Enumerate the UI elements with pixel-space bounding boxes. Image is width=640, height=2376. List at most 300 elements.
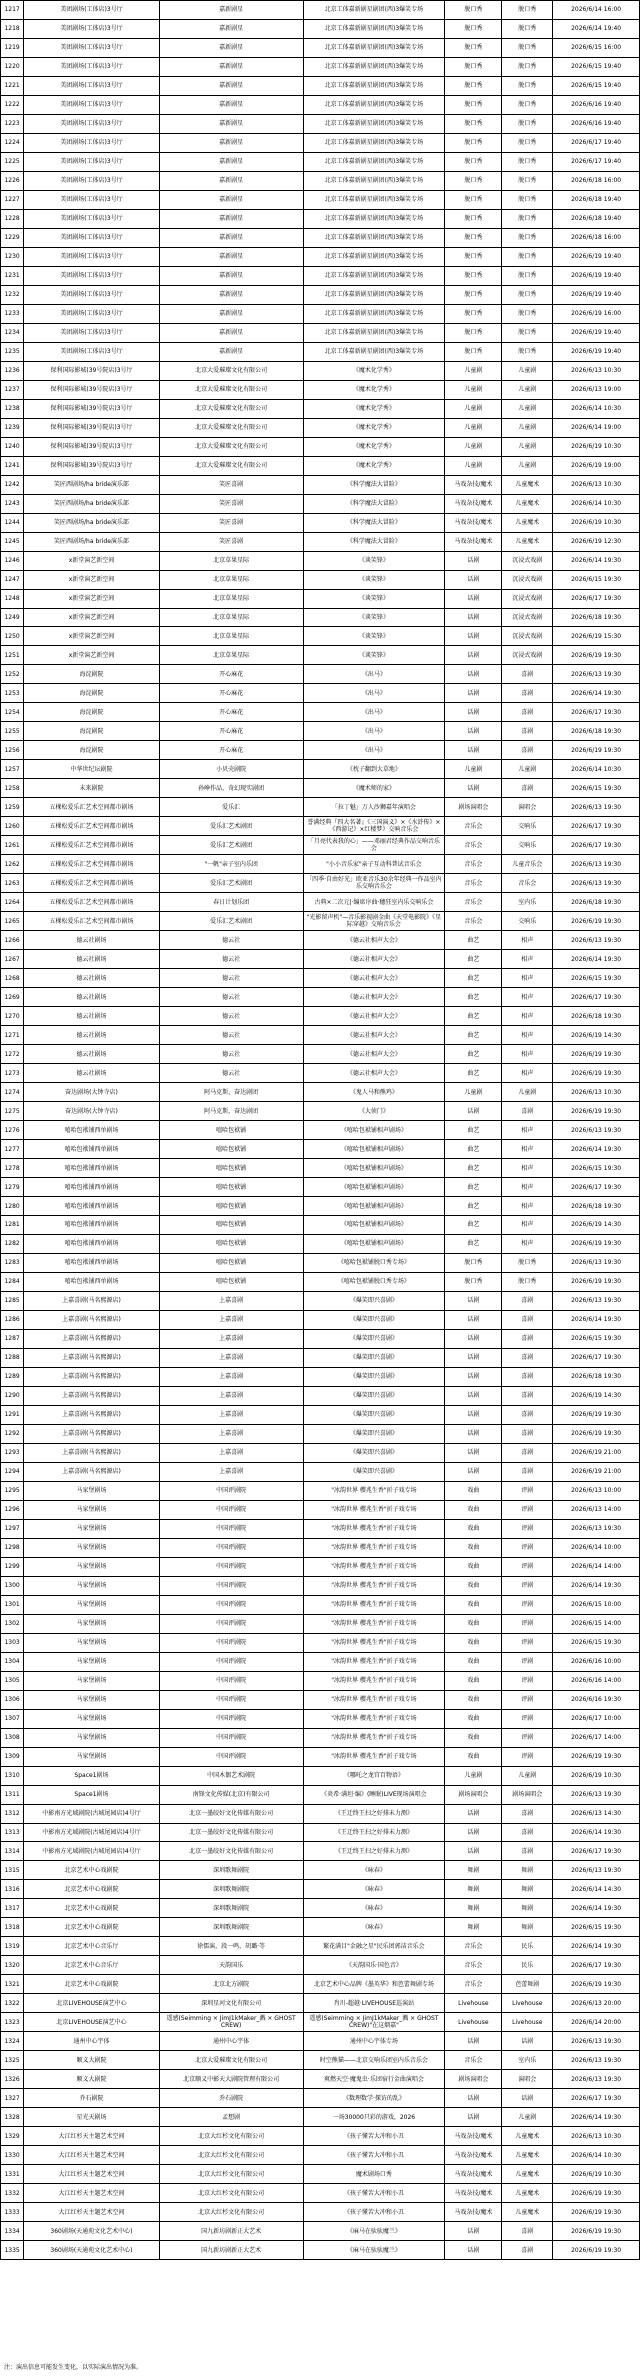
organizer-cell: 德云社 <box>159 988 303 1007</box>
show-time-cell: 2026/6/19 19:40 <box>553 247 640 266</box>
program-title-cell: 《德云社相声大会》 <box>303 1007 445 1026</box>
show-time-cell: 2026/6/19 14:30 <box>553 1216 640 1235</box>
table-row <box>1 1747 640 1766</box>
venue-cell: 美团剧场(工体店)3号厅 <box>24 152 159 171</box>
subcategory-cell: 喜剧 <box>502 684 553 703</box>
category-cell: 话剧 <box>445 1405 502 1424</box>
organizer-cell: 小贝壳剧院 <box>159 760 303 779</box>
organizer-cell: 深圳歌舞剧院 <box>159 1861 303 1880</box>
organizer-cell: 深圳歌舞剧院 <box>159 1918 303 1937</box>
category-cell: 音乐会 <box>445 855 502 874</box>
show-time-cell: 2026/6/17 19:30 <box>553 1842 640 1861</box>
table-row <box>1 133 640 152</box>
venue-cell: 中影南方光域剧院(古城尾园店)4号厅 <box>24 1823 159 1842</box>
table-row <box>1 874 640 893</box>
category-cell: 话剧 <box>445 1386 502 1405</box>
category-cell: 儿童剧 <box>445 380 502 399</box>
show-time-cell: 2026/6/14 19:30 <box>553 1823 640 1842</box>
show-time-cell: 2026/6/15 19:40 <box>553 76 640 95</box>
organizer-cell: 深圳星河文化有限公司 <box>159 1994 303 2013</box>
row-number-cell: 1317 <box>1 1899 24 1918</box>
organizer-cell: 爱乐汇艺术剧团 <box>159 817 303 836</box>
table-row <box>1 1045 640 1064</box>
venue-cell: Space1剧场 <box>24 1785 159 1804</box>
show-time-cell: 2026/6/13 19:30 <box>553 2051 640 2070</box>
organizer-cell: 中国评剧院 <box>159 1690 303 1709</box>
program-title-cell: 北京工体嘉新剧星剧团(西)3爆笑专场 <box>303 209 445 228</box>
organizer-cell: 乔石剧院 <box>159 2089 303 2108</box>
venue-cell: 美团剧场(工体店)3号厅 <box>24 57 159 76</box>
organizer-cell: 嘉新剧星 <box>159 285 303 304</box>
category-cell: 脱口秀 <box>445 95 502 114</box>
category-cell: 戏曲 <box>445 1614 502 1633</box>
venue-cell: 马家堡剧场 <box>24 1576 159 1595</box>
venue-cell: 北京艺术中心戏剧院 <box>24 1918 159 1937</box>
subcategory-cell: 室内乐 <box>502 2051 553 2070</box>
table-row <box>1 1709 640 1728</box>
venue-cell: 360剧场(天通苑文化艺术中心) <box>24 2222 159 2241</box>
table-row <box>1 1481 640 1500</box>
subcategory-cell: 相声 <box>502 1234 553 1253</box>
row-number-cell: 1327 <box>1 2089 24 2108</box>
row-number-cell: 1275 <box>1 1102 24 1121</box>
show-time-cell: 2026/6/17 19:30 <box>553 703 640 722</box>
organizer-cell: 北京大爱璀璨文化有限公司 <box>159 2051 303 2070</box>
venue-cell: 顺义大剧院 <box>24 2051 159 2070</box>
program-title-cell: 《魔术师的家》 <box>303 779 445 798</box>
program-title-cell: 《谈笑锋》 <box>303 646 445 665</box>
subcategory-cell: 脱口秀 <box>502 114 553 133</box>
subcategory-cell: 沉浸式戏剧 <box>502 608 553 627</box>
program-title-cell: 北京工体嘉新剧星剧团(西)3爆笑专场 <box>303 38 445 57</box>
table-row <box>1 1 640 20</box>
subcategory-cell: 民乐 <box>502 1956 553 1975</box>
program-title-cell: 「拉丁魅」万人沙狮嘉年演唱会 <box>303 798 445 817</box>
subcategory-cell: 相声 <box>502 988 553 1007</box>
subcategory-cell: 儿童剧 <box>502 418 553 437</box>
show-time-cell: 2026/6/19 21:00 <box>553 1462 640 1481</box>
show-time-cell: 2026/6/14 10:30 <box>553 2146 640 2165</box>
program-title-cell: 《王迁终王扫之好排未力测》 <box>303 1804 445 1823</box>
subcategory-cell: 儿童剧 <box>502 361 553 380</box>
category-cell: 脱口秀 <box>445 133 502 152</box>
category-cell: 脱口秀 <box>445 38 502 57</box>
program-title-cell: 《天韵国乐·国色音》 <box>303 1956 445 1975</box>
show-time-cell: 2026/6/19 19:30 <box>553 2203 640 2222</box>
venue-cell: 上嘉喜剧(马名熙源店) <box>24 1386 159 1405</box>
organizer-cell: 北京草果星际 <box>159 646 303 665</box>
show-time-cell: 2026/6/16 19:40 <box>553 114 640 133</box>
subcategory-cell: 脱口秀 <box>502 152 553 171</box>
table-row <box>1 1671 640 1690</box>
category-cell: 脱口秀 <box>445 190 502 209</box>
row-number-cell: 1222 <box>1 95 24 114</box>
subcategory-cell: 喜剧 <box>502 779 553 798</box>
category-cell: 马戏杂技/魔术 <box>445 513 502 532</box>
venue-cell: 北京LIVEHOUSE演艺中心 <box>24 2013 159 2032</box>
table-row <box>1 38 640 57</box>
category-cell: 马戏杂技/魔术 <box>445 2203 502 2222</box>
subcategory-cell: 演唱会 <box>502 2070 553 2089</box>
table-row <box>1 779 640 798</box>
organizer-cell: "一帆"亲子室内乐团 <box>159 855 303 874</box>
table-row <box>1 722 640 741</box>
show-time-cell: 2026/6/17 19:30 <box>553 836 640 855</box>
venue-cell: 上嘉喜剧(马名熙源店) <box>24 1348 159 1367</box>
venue-cell: 大江红杉天主题艺术空间 <box>24 2146 159 2165</box>
show-time-cell: 2026/6/14 14:30 <box>553 1880 640 1899</box>
category-cell: 话剧 <box>445 2089 502 2108</box>
organizer-cell: 德云社 <box>159 1045 303 1064</box>
program-title-cell: 《数理数学·探访的乱》 <box>303 2089 445 2108</box>
row-number-cell: 1242 <box>1 475 24 494</box>
table-row <box>1 1633 640 1652</box>
subcategory-cell: 脱口秀 <box>502 228 553 247</box>
subcategory-cell: 评剧 <box>502 1500 553 1519</box>
subcategory-cell: 剧场演唱会 <box>502 1785 553 1804</box>
table-row <box>1 798 640 817</box>
row-number-cell: 1219 <box>1 38 24 57</box>
show-time-cell: 2026/6/17 19:40 <box>553 133 640 152</box>
program-title-cell: 北京工体嘉新剧星剧团(西)3爆笑专场 <box>303 152 445 171</box>
organizer-cell: 中国评剧院 <box>159 1747 303 1766</box>
organizer-cell: 春日计划乐团 <box>159 893 303 912</box>
show-time-cell: 2026/6/15 19:30 <box>553 969 640 988</box>
program-title-cell: "光影留声机"—音乐影视剧金曲《天堂电影院》《星际穿越》交响音乐会 <box>303 912 445 931</box>
category-cell: 话剧 <box>445 684 502 703</box>
venue-cell: 北京艺术中心音乐厅 <box>24 1937 159 1956</box>
organizer-cell: 北京大爱璀璨文化有限公司 <box>159 380 303 399</box>
organizer-cell: 嘉新剧星 <box>159 247 303 266</box>
table-row <box>1 1386 640 1405</box>
venue-cell: 奋达剧场(大钟寺店) <box>24 1083 159 1102</box>
subcategory-cell: 喜剧 <box>502 2222 553 2241</box>
organizer-cell: 嘉新剧星 <box>159 76 303 95</box>
venue-cell: 德云社剧场 <box>24 1007 159 1026</box>
program-title-cell: "冰韵世界 樱兆生香"折子戏专场 <box>303 1481 445 1500</box>
program-title-cell: 《孩子懂苦大冲和小丑 <box>303 2184 445 2203</box>
venue-cell: 北京艺术中心戏剧院 <box>24 1975 159 1994</box>
subcategory-cell: 喜剧 <box>502 1386 553 1405</box>
venue-cell: 德云社剧场 <box>24 988 159 1007</box>
subcategory-cell: 评剧 <box>502 1481 553 1500</box>
row-number-cell: 1238 <box>1 399 24 418</box>
program-title-cell: 《王迁终王扫之好排未力测》 <box>303 1842 445 1861</box>
subcategory-cell: 相声 <box>502 1064 553 1083</box>
organizer-cell: 中国评剧院 <box>159 1652 303 1671</box>
footnote: 注：演出信息可能发生变化，以实际演出情况为准。 <box>4 2364 143 2371</box>
table-row <box>1 1956 640 1975</box>
row-number-cell: 1290 <box>1 1386 24 1405</box>
organizer-cell: 北京一墨皎好文化传媒有限公司 <box>159 1804 303 1823</box>
show-time-cell: 2026/6/17 10:00 <box>553 1709 640 1728</box>
subcategory-cell: 室内乐 <box>502 893 553 912</box>
venue-cell: 保利国际影城(39号院店)3号厅 <box>24 437 159 456</box>
program-title-cell: 《爆笑即兴喜剧》 <box>303 1443 445 1462</box>
program-title-cell: "冰韵世界 樱兆生香"折子戏专场 <box>303 1595 445 1614</box>
row-number-cell: 1217 <box>1 1 24 20</box>
venue-cell: 德云社剧场 <box>24 950 159 969</box>
venue-cell: 上嘉喜剧(马名熙源店) <box>24 1462 159 1481</box>
show-time-cell: 2026/6/18 16:00 <box>553 171 640 190</box>
subcategory-cell: 相声 <box>502 1159 553 1178</box>
category-cell: 儿童剧 <box>445 1766 502 1785</box>
organizer-cell: 开心麻花 <box>159 684 303 703</box>
category-cell: 音乐会 <box>445 874 502 893</box>
venue-cell: 马家堡剧场 <box>24 1481 159 1500</box>
table-row <box>1 285 640 304</box>
venue-cell: 上嘉喜剧(马名熙源店) <box>24 1329 159 1348</box>
show-time-cell: 2026/6/14 10:00 <box>553 1538 640 1557</box>
subcategory-cell: 脱口秀 <box>502 266 553 285</box>
show-time-cell: 2026/6/19 19:30 <box>553 1975 640 1994</box>
subcategory-cell: 儿童剧 <box>502 1083 553 1102</box>
category-cell: 脱口秀 <box>445 152 502 171</box>
subcategory-cell: 沉浸式戏剧 <box>502 646 553 665</box>
row-number-cell: 1324 <box>1 2032 24 2051</box>
row-number-cell: 1262 <box>1 855 24 874</box>
table-row <box>1 1785 640 1804</box>
row-number-cell: 1254 <box>1 703 24 722</box>
category-cell: 剧场演唱会 <box>445 1785 502 1804</box>
category-cell: 话剧 <box>445 627 502 646</box>
venue-cell: 北京LIVEHOUSE演艺中心 <box>24 1994 159 2013</box>
row-number-cell: 1304 <box>1 1652 24 1671</box>
venue-cell: 嘻哈包袱铺西单剧场 <box>24 1140 159 1159</box>
category-cell: 戏曲 <box>445 1481 502 1500</box>
venue-cell: 美团剧场(工体店)3号厅 <box>24 285 159 304</box>
row-number-cell: 1311 <box>1 1785 24 1804</box>
category-cell: 曲艺 <box>445 1234 502 1253</box>
show-time-cell: 2026/6/19 19:30 <box>553 1424 640 1443</box>
venue-cell: 通州中心宇体 <box>24 2032 159 2051</box>
program-title-cell: "冰韵世界 樱兆生香"折子戏专场 <box>303 1538 445 1557</box>
table-row <box>1 1880 640 1899</box>
venue-cell: 美团剧场(工体店)3号厅 <box>24 133 159 152</box>
row-number-cell: 1293 <box>1 1443 24 1462</box>
venue-cell: x新堂演艺新空间 <box>24 589 159 608</box>
program-title-cell: 《德云社相声大会》 <box>303 931 445 950</box>
category-cell: 戏曲 <box>445 1633 502 1652</box>
organizer-cell: 中国评剧院 <box>159 1633 303 1652</box>
row-number-cell: 1236 <box>1 361 24 380</box>
row-number-cell: 1227 <box>1 190 24 209</box>
show-time-cell: 2026/6/18 19:30 <box>553 722 640 741</box>
subcategory-cell: 儿童魔术 <box>502 494 553 513</box>
category-cell: 曲艺 <box>445 1064 502 1083</box>
row-number-cell: 1302 <box>1 1614 24 1633</box>
subcategory-cell: 交响乐 <box>502 836 553 855</box>
category-cell: 话剧 <box>445 1291 502 1310</box>
row-number-cell: 1267 <box>1 950 24 969</box>
subcategory-cell: 评剧 <box>502 1690 553 1709</box>
table-row <box>1 1178 640 1197</box>
category-cell: 话剧 <box>445 1842 502 1861</box>
subcategory-cell: 喜剧 <box>502 1804 553 1823</box>
show-time-cell: 2026/6/15 19:30 <box>553 570 640 589</box>
category-cell: 脱口秀 <box>445 285 502 304</box>
venue-cell: 上嘉喜剧(马名熙源店) <box>24 1310 159 1329</box>
subcategory-cell: 喜剧 <box>502 1291 553 1310</box>
program-title-cell: 《爆笑即兴喜剧》 <box>303 1310 445 1329</box>
subcategory-cell: 喜剧 <box>502 2241 553 2260</box>
show-time-cell: 2026/6/13 10:30 <box>553 475 640 494</box>
row-number-cell: 1334 <box>1 2222 24 2241</box>
row-number-cell: 1325 <box>1 2051 24 2070</box>
program-title-cell: 《德云社相声大会》 <box>303 969 445 988</box>
venue-cell: 保利国际影城(39号院店)3号厅 <box>24 361 159 380</box>
show-time-cell: 2026/6/19 10:30 <box>553 2165 640 2184</box>
category-cell: 脱口秀 <box>445 76 502 95</box>
category-cell: 剧场演唱会 <box>445 798 502 817</box>
category-cell: 话剧 <box>445 779 502 798</box>
show-time-cell: 2026/6/19 19:30 <box>553 2241 640 2260</box>
row-number-cell: 1331 <box>1 2165 24 2184</box>
table-row <box>1 266 640 285</box>
row-number-cell: 1243 <box>1 494 24 513</box>
program-title-cell: 《咏春》 <box>303 1861 445 1880</box>
venue-cell: 马家堡剧场 <box>24 1500 159 1519</box>
show-time-cell: 2026/6/17 19:30 <box>553 817 640 836</box>
organizer-cell: 深圳歌舞剧院 <box>159 1880 303 1899</box>
row-number-cell: 1226 <box>1 171 24 190</box>
show-time-cell: 2026/6/19 10:30 <box>553 1766 640 1785</box>
table-row <box>1 323 640 342</box>
venue-cell: 嘻哈包袱铺西单剧场 <box>24 1253 159 1272</box>
venue-cell: 上嘉喜剧(马名熙源店) <box>24 1443 159 1462</box>
row-number-cell: 1320 <box>1 1956 24 1975</box>
venue-cell: 海淀剧院 <box>24 703 159 722</box>
venue-cell: 上嘉喜剧(马名熙源店) <box>24 1291 159 1310</box>
row-number-cell: 1223 <box>1 114 24 133</box>
program-title-cell: 「四季·自由好光」欧亚音乐30余年经典一作品室内乐交响音乐会 <box>303 874 445 893</box>
subcategory-cell: 相声 <box>502 1197 553 1216</box>
organizer-cell: 笑匠喜剧 <box>159 475 303 494</box>
subcategory-cell: 脱口秀 <box>502 247 553 266</box>
category-cell: 脱口秀 <box>445 323 502 342</box>
row-number-cell: 1292 <box>1 1424 24 1443</box>
show-time-cell: 2026/6/13 14:30 <box>553 1804 640 1823</box>
category-cell: 曲艺 <box>445 988 502 1007</box>
venue-cell: 马家堡剧场 <box>24 1728 159 1747</box>
subcategory-cell: 脱口秀 <box>502 304 553 323</box>
category-cell: 话剧 <box>445 570 502 589</box>
show-time-cell: 2026/6/19 14:30 <box>553 1386 640 1405</box>
category-cell: 话剧 <box>445 551 502 570</box>
show-time-cell: 2026/6/14 19:30 <box>553 950 640 969</box>
subcategory-cell: 脱口秀 <box>502 57 553 76</box>
category-cell: 音乐会 <box>445 1975 502 1994</box>
table-row <box>1 760 640 779</box>
subcategory-cell: 儿童剧 <box>502 456 553 475</box>
organizer-cell: 通州中心宇体 <box>159 2032 303 2051</box>
subcategory-cell: 相声 <box>502 1178 553 1197</box>
organizer-cell: 遥感(Seimming × JimJ1kMaker_溅 × GHOST CREW) <box>159 2013 303 2032</box>
show-time-cell: 2026/6/13 19:30 <box>553 1253 640 1272</box>
venue-cell: 德云社剧场 <box>24 1064 159 1083</box>
subcategory-cell: 儿童魔术 <box>502 532 553 551</box>
category-cell: 话剧 <box>445 2222 502 2241</box>
row-number-cell: 1312 <box>1 1804 24 1823</box>
category-cell: 曲艺 <box>445 1045 502 1064</box>
organizer-cell: 德云社 <box>159 1026 303 1045</box>
program-title-cell: 魔术剧场口秀 <box>303 2165 445 2184</box>
venue-cell: 保利国际影城(39号院店)3号厅 <box>24 399 159 418</box>
program-title-cell: 古典×二次元|·编席序曲·穗狂室内乐交响乐会 <box>303 893 445 912</box>
row-number-cell: 1258 <box>1 779 24 798</box>
row-number-cell: 1313 <box>1 1823 24 1842</box>
program-title-cell: 《嘻哈包袱铺相声剧场》 <box>303 1197 445 1216</box>
organizer-cell: 德云社 <box>159 1064 303 1083</box>
organizer-cell: 嘉新剧星 <box>159 152 303 171</box>
venue-cell: 马家堡剧场 <box>24 1538 159 1557</box>
program-title-cell: "冰韵世界 樱兆生香"折子戏专场 <box>303 1690 445 1709</box>
table-row <box>1 1007 640 1026</box>
organizer-cell: 嘉新剧星 <box>159 190 303 209</box>
row-number-cell: 1229 <box>1 228 24 247</box>
show-time-cell: 2026/6/19 16:00 <box>553 304 640 323</box>
show-time-cell: 2026/6/16 19:30 <box>553 1690 640 1709</box>
table-row <box>1 475 640 494</box>
venue-cell: 嘻哈包袱铺西单剧场 <box>24 1272 159 1291</box>
subcategory-cell: 评剧 <box>502 1557 553 1576</box>
program-title-cell: 《谈笑锋》 <box>303 589 445 608</box>
show-time-cell: 2026/6/19 19:30 <box>553 1064 640 1083</box>
show-time-cell: 2026/6/13 19:30 <box>553 1121 640 1140</box>
venue-cell: 大江红杉天主题艺术空间 <box>24 2165 159 2184</box>
venue-cell: 保利国际影城(39号院店)3号厅 <box>24 456 159 475</box>
category-cell: 曲艺 <box>445 1197 502 1216</box>
venue-cell: 保利国际影城(39号院店)3号厅 <box>24 418 159 437</box>
category-cell: 儿童剧 <box>445 399 502 418</box>
show-time-cell: 2026/6/18 19:30 <box>553 893 640 912</box>
row-number-cell: 1299 <box>1 1557 24 1576</box>
show-time-cell: 2026/6/18 19:30 <box>553 1007 640 1026</box>
venue-cell: 美团剧场(工体店)3号厅 <box>24 19 159 38</box>
row-number-cell: 1235 <box>1 342 24 361</box>
program-title-cell: 《咏春》 <box>303 1880 445 1899</box>
subcategory-cell: 话剧 <box>502 2032 553 2051</box>
category-cell: 音乐会 <box>445 1937 502 1956</box>
venue-cell: 五棵松爱乐汇艺术空间都市剧场 <box>24 817 159 836</box>
row-number-cell: 1277 <box>1 1140 24 1159</box>
program-title-cell: 《出马》 <box>303 684 445 703</box>
category-cell: Livehouse <box>445 2013 502 2032</box>
row-number-cell: 1264 <box>1 893 24 912</box>
program-title-cell: 北京工体嘉新剧星剧团(西)3爆笑专场 <box>303 285 445 304</box>
organizer-cell: 徐儒演，段一鸣，胡璐·等 <box>159 1937 303 1956</box>
row-number-cell: 1326 <box>1 2070 24 2089</box>
category-cell: 话剧 <box>445 1804 502 1823</box>
organizer-cell: 嘉新剧星 <box>159 171 303 190</box>
category-cell: 马戏杂技/魔术 <box>445 2127 502 2146</box>
program-title-cell: 《爆笑即兴喜剧》 <box>303 1386 445 1405</box>
show-time-cell: 2026/6/14 19:30 <box>553 1310 640 1329</box>
row-number-cell: 1250 <box>1 627 24 646</box>
subcategory-cell: 儿童魔术 <box>502 2146 553 2165</box>
row-number-cell: 1301 <box>1 1595 24 1614</box>
category-cell: 戏曲 <box>445 1690 502 1709</box>
category-cell: 儿童剧 <box>445 1083 502 1102</box>
organizer-cell: 嘉新剧星 <box>159 19 303 38</box>
organizer-cell: 开心麻花 <box>159 741 303 760</box>
category-cell: 马戏杂技/魔术 <box>445 532 502 551</box>
program-title-cell: 一场30000只彩的游戏，2026 <box>303 2108 445 2127</box>
subcategory-cell: 儿童剧 <box>502 760 553 779</box>
subcategory-cell: 脱口秀 <box>502 190 553 209</box>
table-row <box>1 494 640 513</box>
subcategory-cell: 喜剧 <box>502 1329 553 1348</box>
